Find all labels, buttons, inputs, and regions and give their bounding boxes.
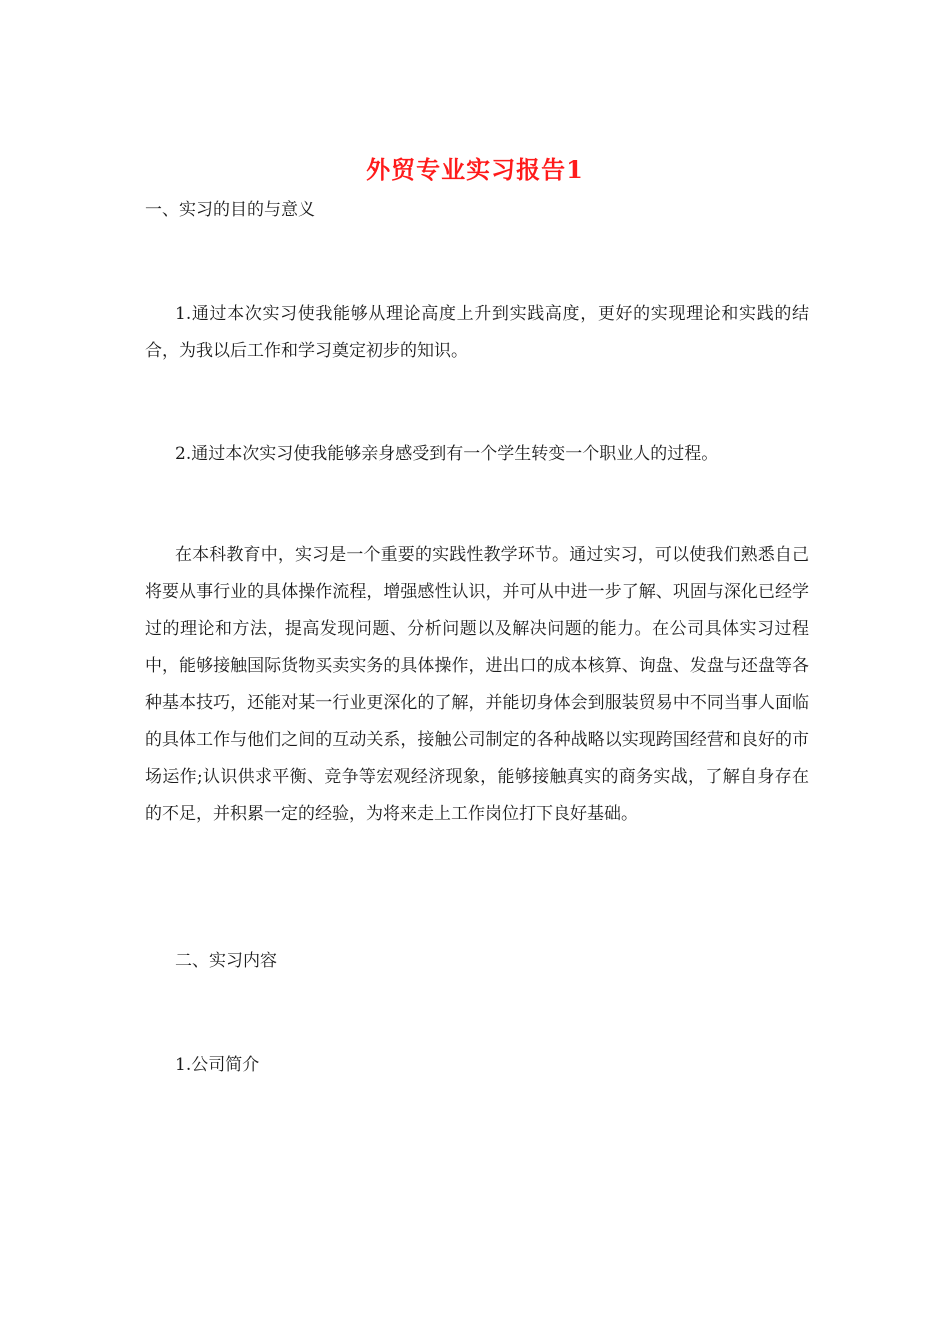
paragraph-goal-2: 2.通过本次实习使我能够亲身感受到有一个学生转变一个职业人的过程。 xyxy=(175,444,719,464)
paragraph-internship-significance: 在本科教育中，实习是一个重要的实践性教学环节。通过实习，可以使我们熟悉自己将要从事行业的具体操作流程，增强感性认识，并可从中进一步了解、巩固与深化已经学过的理论和方法，提高发现问题、分析问题以及解决问题的能力。在公司具体实习过程中，能够接触国际货物买卖实务的具体操作，进出口的成本核算、询盘、发盘与还盘等各种基本技巧，还能对某一行业更深化的了解，并能切身体会到服装贸易中不同当事人面临的具体工作与他们之间的互动关系，接触公司制定的各种战略以实现跨国经营和良好的市场运作;认识供求平衡、竞争等宏观经济现象，能够接触真实的商务实战，了解自身存在的不足，并积累一定的经验，为将来走上工作岗位打下良好基础。 xyxy=(145,545,809,824)
section-heading-content: 二、实习内容 xyxy=(175,951,277,971)
document-title: 外贸专业实习报告1 xyxy=(366,155,584,184)
paragraph-goal-1: 1.通过本次实习使我能够从理论高度上升到实践高度，更好的实现理论和实践的结合，为我以后工作和学习奠定初步的知识。 xyxy=(145,304,809,361)
section-heading-purpose: 一、实习的目的与意义 xyxy=(145,200,315,220)
subsection-heading-company-intro: 1.公司简介 xyxy=(175,1055,260,1075)
